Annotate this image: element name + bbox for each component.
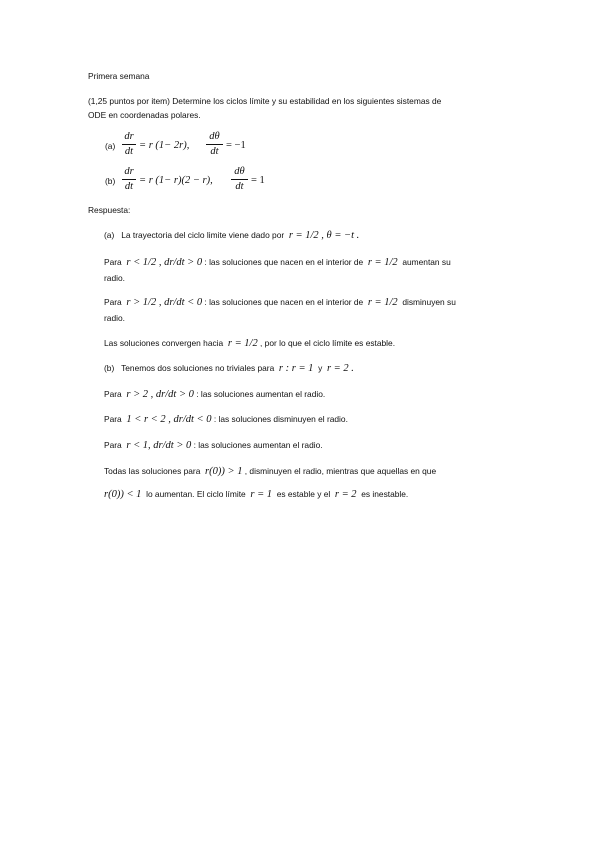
frac-numerator: dθ — [234, 166, 245, 177]
system-a-rhs-1: = r (1− 2r), — [139, 140, 190, 151]
q2-text: : las soluciones disminuyen el radio. — [213, 414, 348, 424]
p2-math: r > 1/2 , dr/dt < 0 — [126, 297, 203, 308]
p2-text-2: disminuyen su — [402, 297, 456, 307]
answer-final-line-2 — [104, 489, 408, 500]
frac-denominator: dt — [235, 181, 244, 192]
answer-heading: Respuesta: — [88, 205, 131, 215]
final-text-3: es estable y el — [276, 489, 331, 499]
frac-numerator: dθ — [209, 131, 220, 142]
intro-line-1: (1,25 puntos por item) Determine los ciclos límite y su estabilidad en los siguientes sistemas de — [88, 96, 442, 106]
p1-math-2: r = 1/2 — [367, 257, 398, 268]
frac-numerator: dr — [124, 131, 134, 142]
q3-prefix: Para — [104, 440, 122, 450]
final-prefix: Todas las soluciones para — [104, 466, 201, 476]
answer-final-line-1 — [104, 466, 436, 477]
answer-b-math-2: r = 2 . — [326, 363, 354, 374]
system-a-frac-dr-dt — [122, 131, 136, 158]
p3-math: r = 1/2 — [227, 338, 258, 349]
p1-text-2: aumentan su — [402, 257, 451, 267]
answer-p1-line — [104, 257, 451, 268]
system-b-frac-dr-dt — [122, 166, 136, 193]
system-b-rhs-1: = r (1− r)(2 − r), — [139, 175, 213, 186]
answer-q2-line — [104, 414, 348, 425]
frac-denominator: dt — [124, 181, 134, 192]
system-a-frac-dtheta-dt — [206, 131, 223, 158]
p1-text: : las soluciones que nacen en el interior de — [204, 257, 364, 267]
p2-text: : las soluciones que nacen en el interior de — [204, 297, 364, 307]
frac-denominator: dt — [124, 146, 134, 157]
q2-math: 1 < r < 2 , dr/dt < 0 — [126, 414, 212, 425]
p2-prefix: Para — [104, 297, 122, 307]
p2-math-2: r = 1/2 — [367, 297, 398, 308]
final-math-2: r(0)) < 1 — [104, 489, 142, 500]
page-heading: Primera semana — [88, 71, 150, 81]
intro-line-2: ODE en coordenadas polares. — [88, 110, 201, 120]
p3-text: Las soluciones convergen hacia — [104, 338, 224, 348]
q1-prefix: Para — [104, 389, 122, 399]
system-a-rhs-2: = −1 — [226, 140, 246, 151]
system-b-label: (b) — [105, 176, 116, 186]
answer-p2-cont: radio. — [104, 313, 125, 323]
frac-denominator: dt — [210, 146, 219, 157]
answer-b-text: Tenemos dos soluciones no triviales para — [121, 363, 275, 373]
answer-b-math: r : r = 1 — [278, 363, 314, 374]
p1-prefix: Para — [104, 257, 122, 267]
q2-prefix: Para — [104, 414, 122, 424]
system-a-label: (a) — [105, 141, 116, 151]
q3-math: r < 1, dr/dt > 0 — [126, 440, 192, 451]
answer-b-y: y — [318, 363, 323, 373]
answer-q1-line — [104, 389, 325, 400]
answer-a-math: r = 1/2 , θ = −t . — [288, 230, 360, 241]
q1-text: : las soluciones aumentan el radio. — [196, 389, 326, 399]
answer-p3-line — [104, 338, 395, 349]
answer-b-label: (b) — [104, 363, 115, 373]
q1-math: r > 2 , dr/dt > 0 — [126, 389, 194, 400]
answer-p1-cont: radio. — [104, 273, 125, 283]
answer-b-line — [104, 363, 354, 374]
final-text-2: lo aumentan. El ciclo límite — [146, 489, 246, 499]
q3-text: : las soluciones aumentan el radio. — [193, 440, 323, 450]
answer-a-line — [104, 230, 359, 241]
answer-a-text: La trayectoria del ciclo limite viene dado por — [121, 230, 285, 240]
p3-text-2: , por lo que el ciclo límite es estable. — [260, 338, 396, 348]
answer-p2-line — [104, 297, 456, 308]
system-b-frac-dtheta-dt — [231, 166, 248, 193]
final-math-3: r = 1 — [250, 489, 273, 500]
final-math: r(0)) > 1 — [205, 466, 243, 477]
answer-q3-line — [104, 440, 323, 451]
final-text-4: es inestable. — [361, 489, 409, 499]
p1-math: r < 1/2 , dr/dt > 0 — [126, 257, 203, 268]
final-text: , disminuyen el radio, mientras que aquellas en que — [244, 466, 437, 476]
answer-a-label: (a) — [104, 230, 115, 240]
final-math-4: r = 2 — [334, 489, 357, 500]
system-b-rhs-2: = 1 — [251, 175, 265, 186]
frac-numerator: dr — [124, 166, 134, 177]
